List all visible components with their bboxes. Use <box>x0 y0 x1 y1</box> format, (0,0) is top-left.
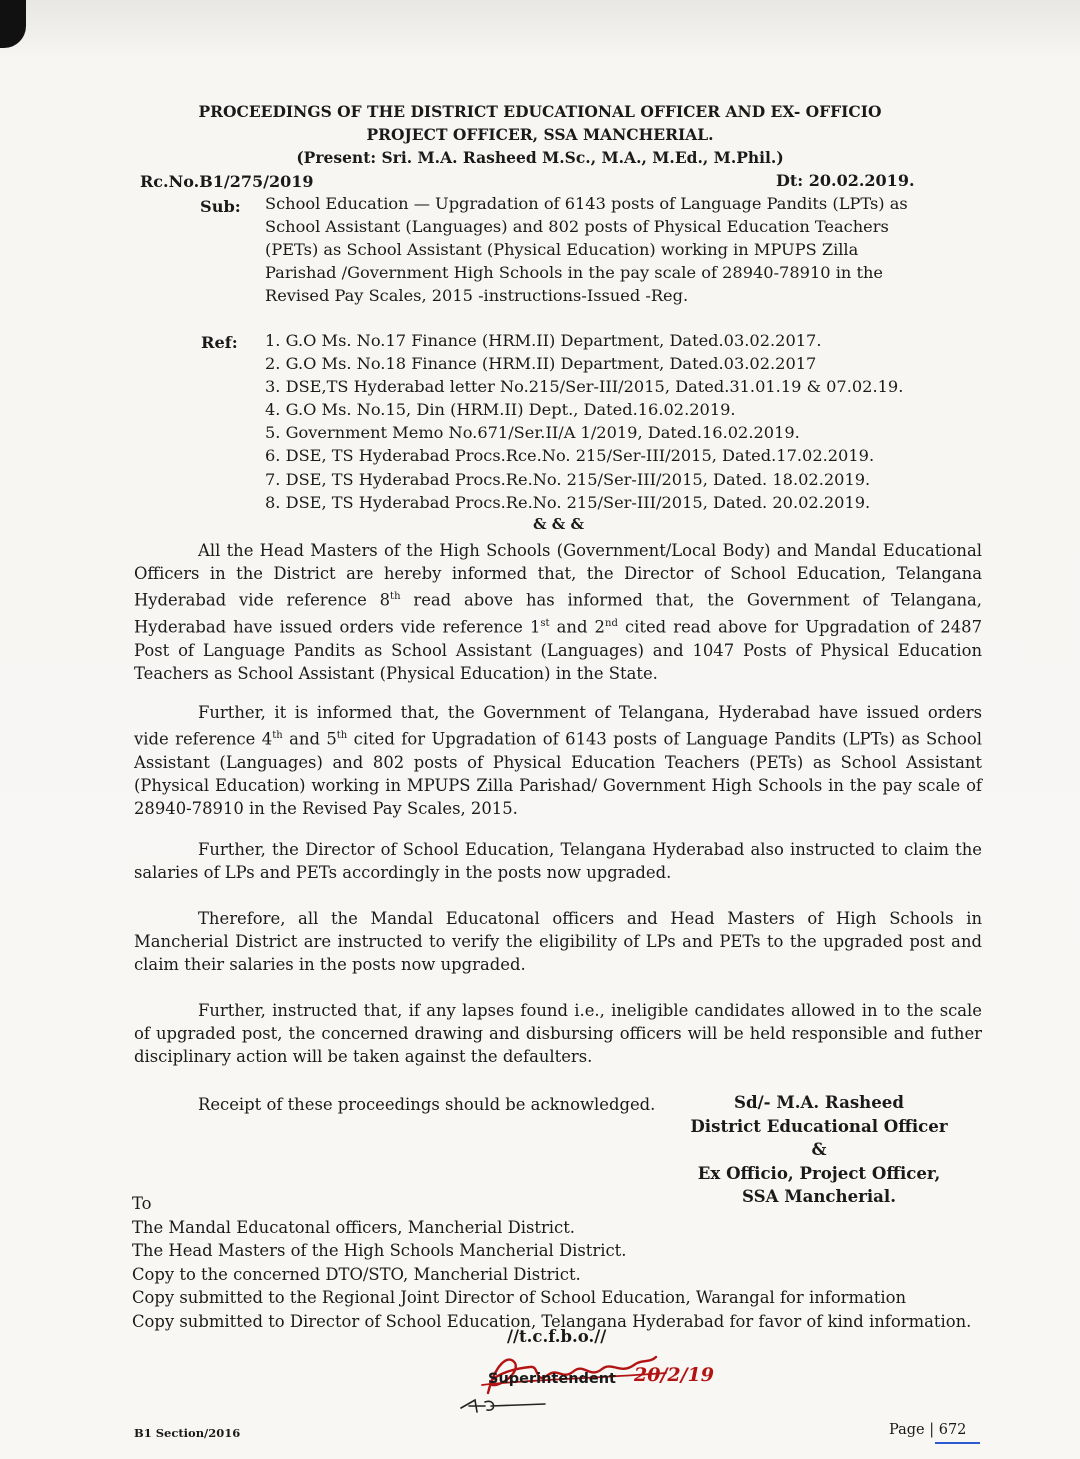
superscript: th <box>390 591 401 603</box>
superscript: st <box>540 618 550 630</box>
paragraph-2-text-a: Further, it is informed that, the Government of Telangana, Hyderabad have issued orders vide reference 4 <box>134 703 982 749</box>
subject-line: School Assistant (Languages) and 802 posts of Physical Education Teachers <box>265 217 889 236</box>
handwritten-date: 20/2/19 <box>634 1364 714 1386</box>
reference-item: 2. G.O Ms. No.18 Finance (HRM.II) Department, Dated.03.02.2017 <box>265 354 817 374</box>
recipient-line: Copy submitted to the Regional Joint Director of School Education, Warangal for information <box>132 1288 907 1308</box>
paragraph-1-text-b: read above has informed that, the Government of Telangana, Hyderabad have issued orders vide reference 1 <box>134 590 982 637</box>
page-number-underline <box>935 1442 980 1444</box>
signature-designation: District Educational Officer & <box>690 1115 948 1159</box>
reference-item: 1. G.O Ms. No.17 Finance (HRM.II) Department, Dated.03.02.2017. <box>265 331 822 350</box>
tcfbo-mark: //t.c.f.b.o.// <box>507 1327 607 1346</box>
superscript: th <box>336 730 348 742</box>
reference-item: 7. DSE, TS Hyderabad Procs.Re.No. 215/Ser-III/2015, Dated. 18.02.2019. <box>265 469 871 489</box>
header-line-1: PROCEEDINGS OF THE DISTRICT EDUCATIONAL OFFICER AND EX- OFFICIO <box>198 102 882 121</box>
paragraph-4 <box>134 907 982 977</box>
paragraph-2-text-c: cited for Upgradation of 6143 posts of Language Pandits (LPTs) as School Assistant (Languages) and 802 posts of Physical Education Teachers (PETs) as School Assistant (Physical Education) working in MPUPS Zilla Parishad/ Government High Schools in the pay scale of 28940-78910 in the Revised Pay Scales, 2015. <box>134 729 982 819</box>
paragraph-1-text-c: and 2 <box>549 617 605 637</box>
recipient-line: Copy submitted to Director of School Education, Telangana Hyderabad for favor of kind information. <box>132 1311 972 1331</box>
recipients-block <box>132 1192 971 1334</box>
subject-label: Sub: <box>200 197 241 216</box>
subject-line: Parishad /Government High Schools in the pay scale of 28940-78910 in the <box>265 263 883 282</box>
superscript: th <box>272 730 283 742</box>
reference-item: 4. G.O Ms. No.15, Din (HRM.II) Dept., Dated.16.02.2019. <box>265 400 736 420</box>
subject-line: Revised Pay Scales, 2015 -instructions-Issued -Reg. <box>265 286 689 305</box>
paragraph-5-text: Further, instructed that, if any lapses found i.e., ineligible candidates allowed in to the scale of upgraded post, the concerned drawing and disbursing officers will be held responsible and futher disciplinary action will be taken against the defaulters. <box>134 1001 982 1067</box>
reference-item: 6. DSE, TS Hyderabad Procs.Rce.No. 215/Ser-III/2015, Dated.17.02.2019. <box>265 446 875 466</box>
receipt-note: Receipt of these proceedings should be acknowledged. <box>198 1095 656 1114</box>
superintendent-label: Superintendent <box>488 1371 616 1387</box>
paragraph-4-text: Therefore, all the Mandal Educatonal officers and Head Masters of High Schools in Mancherial District are instructed to verify the eligibility of LPs and PETs to the upgraded post and claim their salaries in the posts now upgraded. <box>134 909 982 975</box>
signature-designation: Ex Officio, Project Officer, <box>697 1162 941 1183</box>
subject-line: (PETs) as School Assistant (Physical Education) working in MPUPS Zilla <box>265 240 859 259</box>
reference-separator: & & & <box>533 515 585 533</box>
footer-section: B1 Section/2016 <box>134 1426 241 1440</box>
document-date: Dt: 20.02.2019. <box>776 171 915 190</box>
paragraph-3 <box>134 838 982 884</box>
reference-item: 5. Government Memo No.671/Ser.II/A 1/2019, Dated.16.02.2019. <box>265 423 800 443</box>
header-line-2: PROJECT OFFICER, SSA MANCHERIAL. <box>366 125 714 144</box>
rc-number: Rc.No.B1/275/2019 <box>140 172 314 191</box>
paragraph-2-text-b: and 5 <box>282 729 337 749</box>
paragraph-5 <box>134 999 982 1069</box>
signature-block <box>684 1091 954 1209</box>
recipients-to: To <box>132 1194 152 1213</box>
paragraph-1 <box>134 539 982 685</box>
superscript: nd <box>605 618 618 630</box>
subject-line: School Education — Upgradation of 6143 posts of Language Pandits (LPTs) as <box>265 194 908 213</box>
paragraph-2 <box>134 701 982 820</box>
scan-corner-shadow <box>0 0 26 48</box>
paragraph-1-text-d: cited read above for Upgradation of 2487 Post of Language Pandits as School Assistant (Languages) and 1047 Posts of Physical Education Teachers as School Assistant (Physical Education) in the State. <box>134 617 983 683</box>
reference-list <box>265 329 903 514</box>
paragraph-3-text: Further, the Director of School Education, Telangana Hyderabad also instructed to claim the salaries of LPs and PETs accordingly in the posts now upgraded. <box>134 840 982 883</box>
recipient-line: Copy to the concerned DTO/STO, Mancherial District. <box>132 1264 581 1284</box>
reference-item: 3. DSE,TS Hyderabad letter No.215/Ser-III/2015, Dated.31.01.19 & 07.02.19. <box>265 377 904 397</box>
reference-label: Ref: <box>201 333 238 352</box>
page-number: Page | 672 <box>889 1422 967 1438</box>
paragraph-1-text-a: All the Head Masters of the High Schools (Government/Local Body) and Mandal Educational Officers in the District are hereby informed that, the Director of School Education, Telangana Hyderabad vide reference 8 <box>134 541 982 610</box>
initials-mark <box>455 1394 555 1418</box>
reference-item: 8. DSE, TS Hyderabad Procs.Re.No. 215/Ser-III/2015, Dated. 20.02.2019. <box>265 492 871 512</box>
recipient-line: The Mandal Educatonal officers, Mancherial District. <box>132 1217 576 1237</box>
subject-block <box>265 192 908 307</box>
signature-name: Sd/- M.A. Rasheed <box>734 1092 904 1112</box>
signature-office: SSA Mancherial. <box>741 1186 897 1206</box>
recipient-line: The Head Masters of the High Schools Mancherial District. <box>132 1241 627 1261</box>
header-line-3: (Present: Sri. M.A. Rasheed M.Sc., M.A., M.Ed., M.Phil.) <box>296 148 784 167</box>
